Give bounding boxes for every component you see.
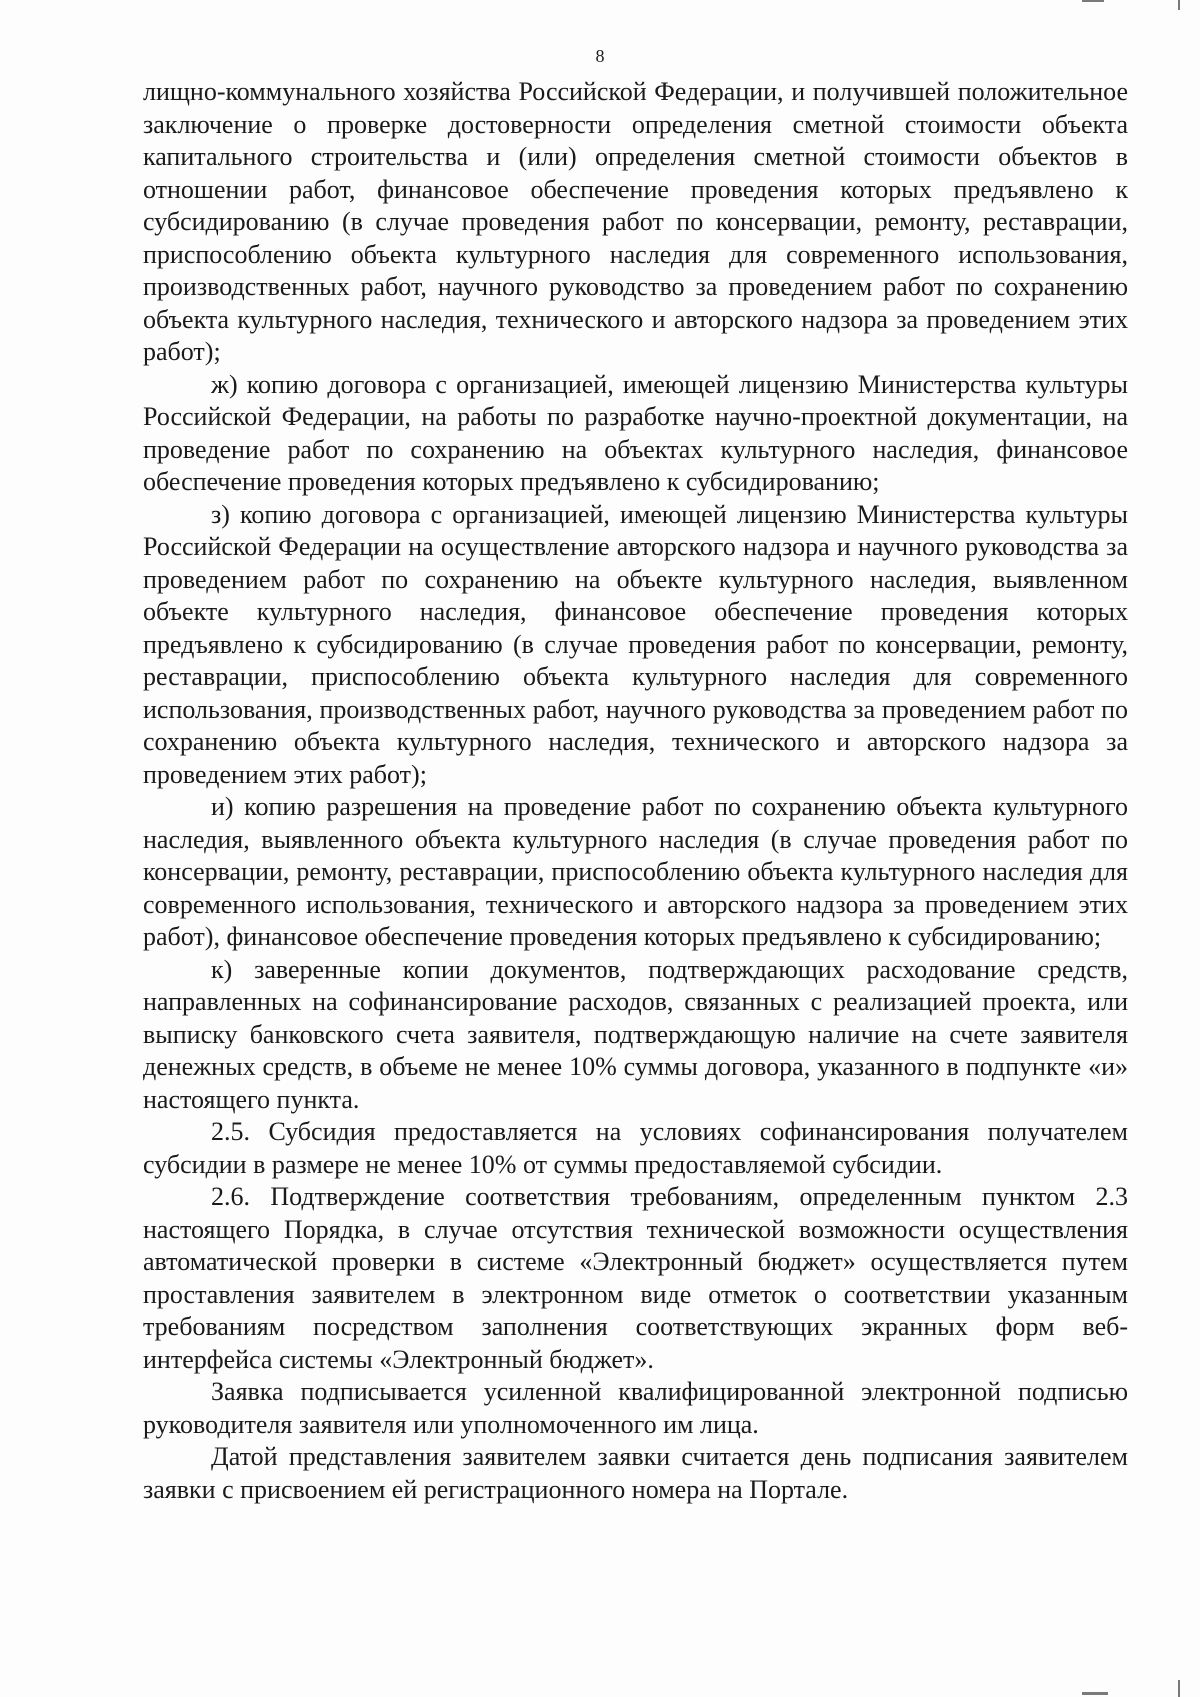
paragraph-item-i: и) копию разрешения на проведение работ по сохранению объекта культурного наследия, выявленного объекта культурного наследия (в случае проведения работ по консервации, ремонту, реставрации, приспособлению объекта культурного наследия для современного использования, технического и авторского надзора за проведением этих работ), финансовое обеспечение проведения которых предъявлено к субсидированию; [143,792,1128,951]
document-body [143,76,1128,1506]
scan-artifact-top [1082,0,1104,2]
scan-artifact-bottom [1082,1692,1108,1695]
page-number: 8 [595,46,605,66]
paragraph-item-z: з) копию договора с организацией, имеющей лицензию Министерства культуры Российской Федерации на осуществление авторского надзора и научного руководства за проведением работ по сохранению на объекте культурного наследия, выявленном объекте культурного наследия, финансовое обеспечение проведения которых предъявлено к субсидированию (в случае проведения работ по консервации, ремонту, реставрации, приспособлению объекта культурного наследия для современного использования, производственных работ, научного руководства за проведением работ по сохранению объекта культурного наследия, технического и авторского надзора за проведением этих работ); [143,499,1128,789]
paragraph-2-6: 2.6. Подтверждение соответствия требованиям, определенным пунктом 2.3 настоящего Порядка, в случае отсутствия технической возможности осуществления автоматической проверки в системе «Электронный бюджет» осуществляется путем проставления заявителем в электронном виде отметок о соответствии указанным требованиям посредством заполнения соответствующих экранных форм веб-интерфейса системы «Электронный бюджет». [143,1182,1128,1374]
scan-artifact-bottom-right [1178,1680,1180,1697]
paragraph-signature: Заявка подписывается усиленной квалифицированной электронной подписью руководителя заявителя или уполномоченного им лица. [143,1377,1128,1439]
paragraph-item-zh: ж) копию договора с организацией, имеющей лицензию Министерства культуры Российской Федерации, на работы по разработке научно-проектной документации, на проведение работ по сохранению на объектах культурного наследия, финансовое обеспечение проведения которых предъявлено к субсидированию; [143,369,1128,496]
scan-artifact-top-right [1178,0,1180,10]
paragraph-2-5: 2.5. Субсидия предоставляется на условиях софинансирования получателем субсидии в размере не менее 10% от суммы предоставляемой субсидии. [143,1117,1128,1179]
paragraph-item-k: к) заверенные копии документов, подтверждающих расходование средств, направленных на софинансирование расходов, связанных с реализацией проекта, или выписку банковского счета заявителя, подтверждающую наличие на счете заявителя денежных средств, в объеме не менее 10% суммы договора, указанного в подпункте «и» настоящего пункта. [143,954,1128,1114]
paragraph-continuation: лищно-коммунального хозяйства Российской Федерации, и получившей положительное заключение о проверке достоверности определения сметной стоимости объекта капитального строительства и (или) определения сметной стоимости объектов в отношении работ, финансовое обеспечение проведения которых предъявлено к субсидированию (в случае проведения работ по консервации, ремонту, реставрации, приспособлению объекта культурного наследия для современного использования, производственных работ, научного руководство за проведением работ по сохранению объекта культурного наследия, технического и авторского надзора за проведением этих работ); [143,77,1128,366]
paragraph-submission-date: Датой представления заявителем заявки считается день подписания заявителем заявки с присвоением ей регистрационного номера на Портале. [143,1442,1128,1504]
